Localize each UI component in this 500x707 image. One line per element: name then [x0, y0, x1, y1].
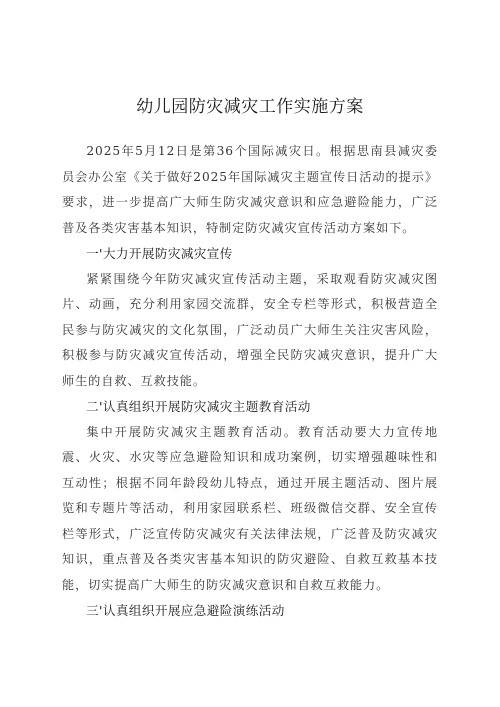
section-2-heading: 二'认真组织开展防灾减灾主题教育活动: [86, 399, 311, 414]
document-title: 幼儿园防灾减灾工作实施方案: [136, 97, 364, 117]
section-1-body: 紧紧围绕今年防灾减灾宣传活动主题，采取观看防灾减灾图片、动画，充分利用家园交流群，安全专栏等形式，积极营造全民参与防灾减灾的文化氛围，广泛动员广大师生关注灾害风险，积极参与防灾减灾宣传活动，增强全民防灾减灾意识，提升广大师生的自救、互救技能。: [62, 271, 438, 388]
section-3-heading: 三'认真组织开展应急避险演练活动: [86, 603, 285, 618]
section-2-body: 集中开展防灾减灾主题教育活动。教育活动要大力宣传地震、火灾、水灾等应急避险知识和成功案例，切实增强趣味性和互动性；根据不同年龄段幼儿特点，通过开展主题活动、图片展览和专题片等活动，利用家园联系栏、班级微信交群、安全宣传栏等形式，广泛宣传防灾减灾有关法律法规，广泛普及防灾减灾知识，重点普及各类灾害基本知识的防灾避险、自救互救基本技能，切实提高广大师生的防灾减灾意识和自救互救能力。: [62, 424, 438, 592]
intro-paragraph: 2025年5月12日是第36个国际减灾日。根据思南县减灾委员会办公室《关于做好2025年国际减灾主题宣传日活动的提示》要求，进一步提高广大师生防灾减灾意识和应急避险能力，广泛普及各类灾害基本知识，特制定防灾减灾宣传活动方案如下。: [62, 144, 438, 235]
document-body: [62, 139, 438, 624]
section-1-heading: 一'大力开展防灾减灾宣传: [86, 246, 233, 261]
